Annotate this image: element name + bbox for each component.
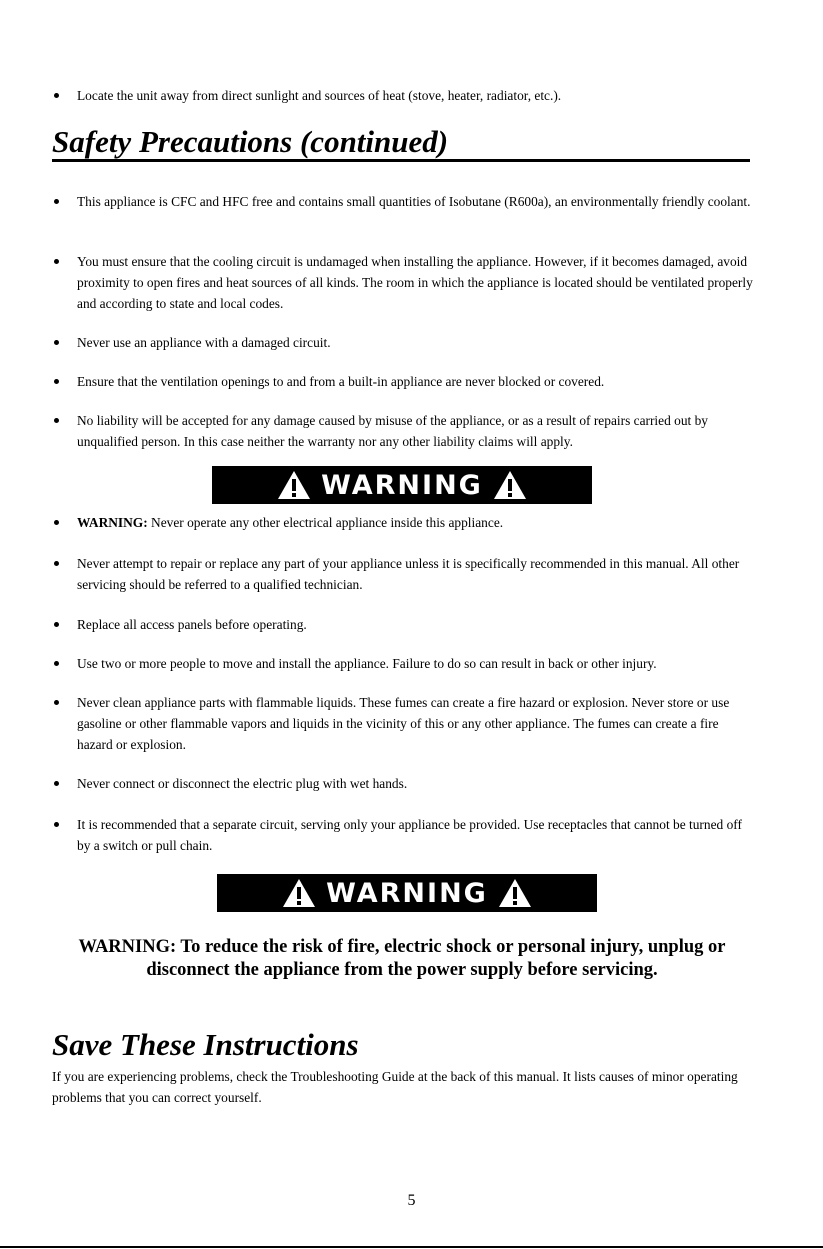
bullet-icon	[54, 259, 59, 264]
warning-triangle-icon	[493, 470, 527, 500]
list-item: This appliance is CFC and HFC free and contains small quantities of Isobutane (R600a), an environmentally friendly coolant.	[54, 191, 754, 212]
bullet-icon	[54, 822, 59, 827]
list-item: Ensure that the ventilation openings to and from a built-in appliance are never blocked or covered.	[54, 371, 754, 392]
warning-banner-label: WARNING	[326, 877, 488, 909]
bottom-rule	[0, 1246, 823, 1248]
instructions-paragraph: If you are experiencing problems, check the Troubleshooting Guide at the back of this manual. It lists causes of minor operating problems that you can correct yourself.	[52, 1069, 738, 1105]
list-item: Never clean appliance parts with flammable liquids. These fumes can create a fire hazard or explosion. Never store or use gasoline or other flammable vapors and liquids in the vicinity of this or any other appliance. The fumes can create a fire hazard or explosion.	[54, 692, 754, 755]
bullet-icon	[54, 622, 59, 627]
warning-triangle-icon	[282, 878, 316, 908]
bullet-icon	[54, 661, 59, 666]
warning-banner-label: WARNING	[321, 469, 483, 501]
page-number: 5	[407, 1192, 416, 1209]
unplug-warning-text: WARNING: To reduce the risk of fire, electric shock or personal injury, unplug or disconnect the appliance from the power supply before servicing.	[78, 937, 726, 980]
warning-banner	[212, 466, 592, 504]
bullet-icon	[54, 561, 59, 566]
warning-label: WARNING:	[77, 515, 148, 530]
list-item: Never attempt to repair or replace any part of your appliance unless it is specifically recommended in this manual. All other servicing should be referred to a qualified technician.	[54, 553, 754, 595]
warning-banner	[217, 874, 597, 912]
bullet-icon	[54, 781, 59, 786]
list-item: Never use an appliance with a damaged circuit.	[54, 332, 754, 353]
section-heading-save-instructions: Save These Instructions	[52, 1027, 359, 1062]
section-heading-safety-precautions: Safety Precautions (continued)	[52, 124, 449, 159]
list-item: Use two or more people to move and install the appliance. Failure to do so can result in back or other injury.	[54, 653, 754, 674]
bullet-icon	[54, 700, 59, 705]
bullet-icon	[54, 520, 59, 525]
bullet-icon	[54, 340, 59, 345]
bullet-icon	[54, 418, 59, 423]
list-item: Replace all access panels before operating.	[54, 614, 754, 635]
list-item: Locate the unit away from direct sunlight and sources of heat (stove, heater, radiator, etc.).	[54, 85, 754, 106]
bullet-icon	[54, 93, 59, 98]
warning-triangle-icon	[498, 878, 532, 908]
list-item: No liability will be accepted for any damage caused by misuse of the appliance, or as a result of repairs carried out by unqualified person. In this case neither the warranty nor any other liability claims will apply.	[54, 410, 754, 452]
bullet-icon	[54, 199, 59, 204]
list-item: Never connect or disconnect the electric plug with wet hands.	[54, 773, 754, 794]
list-item: You must ensure that the cooling circuit is undamaged when installing the appliance. However, if it becomes damaged, avoid proximity to open fires and heat sources of all kinds. The room in which the appliance is located should be ventilated properly and according to state and local codes.	[54, 251, 754, 314]
heading-rule	[52, 159, 750, 162]
list-item: WARNING: Never operate any other electrical appliance inside this appliance.	[54, 512, 754, 533]
bullet-icon	[54, 379, 59, 384]
list-item: It is recommended that a separate circuit, serving only your appliance be provided. Use receptacles that cannot be turned off by a switch or pull chain.	[54, 814, 754, 856]
warning-triangle-icon	[277, 470, 311, 500]
